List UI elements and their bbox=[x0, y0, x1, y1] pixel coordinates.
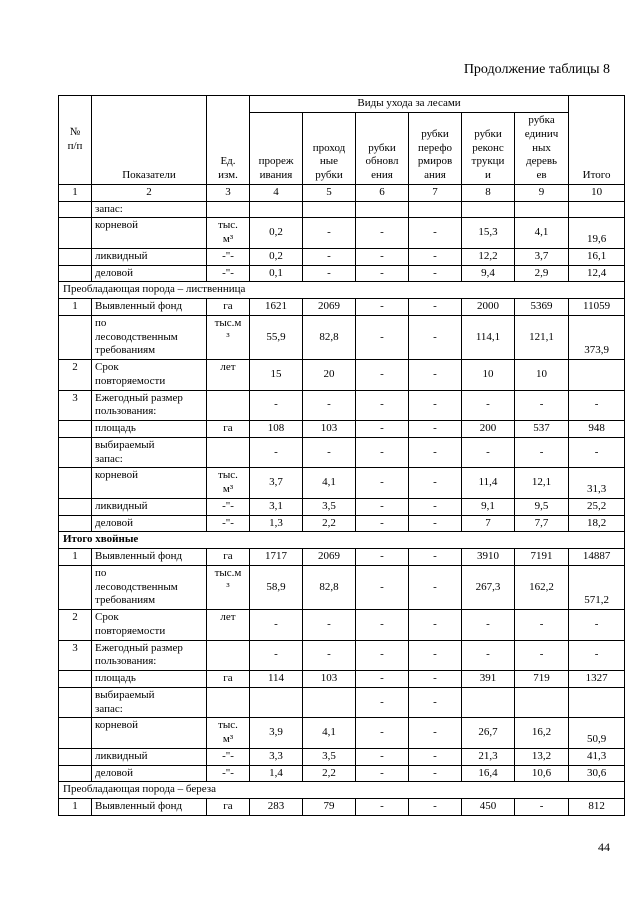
value-cell: - bbox=[409, 498, 462, 515]
value-cell: - bbox=[356, 360, 409, 391]
header-col-text: прореж ивания bbox=[258, 155, 294, 181]
unit-cell: -"- bbox=[207, 265, 250, 282]
table-row bbox=[59, 248, 625, 265]
unit-cell: тыс.м ³ bbox=[207, 565, 250, 609]
header-total-text: Итого bbox=[582, 169, 611, 181]
indicator-cell: ликвидный bbox=[92, 748, 207, 765]
column-number: 7 bbox=[409, 184, 462, 201]
value-cell bbox=[303, 201, 356, 218]
value-cell bbox=[303, 687, 356, 718]
value-cell: 0,1 bbox=[250, 265, 303, 282]
value-cell: 25,2 bbox=[569, 498, 625, 515]
value-cell: - bbox=[356, 218, 409, 249]
value-cell: - bbox=[515, 437, 569, 468]
indicator-cell: деловой bbox=[92, 265, 207, 282]
column-number: 6 bbox=[356, 184, 409, 201]
value-cell: 58,9 bbox=[250, 565, 303, 609]
row-number-cell bbox=[59, 265, 92, 282]
section-title: Преобладающая порода – береза bbox=[59, 782, 625, 799]
value-cell: 20 bbox=[303, 360, 356, 391]
indicator-cell: деловой bbox=[92, 765, 207, 782]
column-number: 3 bbox=[207, 184, 250, 201]
value-cell: 10 bbox=[462, 360, 515, 391]
table-row bbox=[59, 265, 625, 282]
value-cell: 21,3 bbox=[462, 748, 515, 765]
unit-cell: га bbox=[207, 421, 250, 438]
value-cell: - bbox=[356, 748, 409, 765]
unit-cell: тыс. м³ bbox=[207, 718, 250, 749]
unit-cell: га bbox=[207, 299, 250, 316]
value-cell: - bbox=[409, 799, 462, 816]
value-cell: 5369 bbox=[515, 299, 569, 316]
value-cell: - bbox=[409, 565, 462, 609]
value-cell: - bbox=[303, 437, 356, 468]
row-number-cell bbox=[59, 498, 92, 515]
value-cell: 1,4 bbox=[250, 765, 303, 782]
indicator-cell: Выявленный фонд bbox=[92, 549, 207, 566]
value-cell: 82,8 bbox=[303, 565, 356, 609]
unit-cell: га bbox=[207, 799, 250, 816]
column-number: 10 bbox=[569, 184, 625, 201]
value-cell: - bbox=[356, 390, 409, 421]
table-row bbox=[59, 718, 625, 749]
page-number: 44 bbox=[598, 840, 610, 854]
value-cell: - bbox=[409, 610, 462, 641]
value-cell: 3,3 bbox=[250, 748, 303, 765]
value-cell: 3,5 bbox=[303, 748, 356, 765]
row-number-cell bbox=[59, 748, 92, 765]
indicator-cell: ликвидный bbox=[92, 248, 207, 265]
value-cell: 10,6 bbox=[515, 765, 569, 782]
value-cell: 373,9 bbox=[569, 315, 625, 359]
row-number-cell bbox=[59, 315, 92, 359]
value-cell: 114 bbox=[250, 671, 303, 688]
row-number-cell bbox=[59, 718, 92, 749]
value-cell: - bbox=[356, 315, 409, 359]
value-cell: 0,2 bbox=[250, 248, 303, 265]
table-row bbox=[59, 610, 625, 641]
value-cell bbox=[515, 687, 569, 718]
value-cell: - bbox=[356, 640, 409, 671]
value-cell: 30,6 bbox=[569, 765, 625, 782]
value-cell: - bbox=[515, 610, 569, 641]
value-cell: - bbox=[250, 390, 303, 421]
value-cell: - bbox=[515, 640, 569, 671]
value-cell: - bbox=[409, 265, 462, 282]
forest-care-table bbox=[58, 95, 625, 816]
unit-cell: лет bbox=[207, 360, 250, 391]
indicator-cell: Выявленный фонд bbox=[92, 299, 207, 316]
table-row bbox=[59, 640, 625, 671]
unit-cell: тыс.м ³ bbox=[207, 315, 250, 359]
header-col-7 bbox=[409, 112, 462, 184]
indicator-cell: запас: bbox=[92, 201, 207, 218]
value-cell: 9,5 bbox=[515, 498, 569, 515]
table-row bbox=[59, 748, 625, 765]
value-cell: 162,2 bbox=[515, 565, 569, 609]
value-cell: 14887 bbox=[569, 549, 625, 566]
value-cell: 41,3 bbox=[569, 748, 625, 765]
value-cell: - bbox=[409, 468, 462, 499]
value-cell: 103 bbox=[303, 671, 356, 688]
unit-cell: тыс. м³ bbox=[207, 218, 250, 249]
table-row bbox=[59, 421, 625, 438]
value-cell: 537 bbox=[515, 421, 569, 438]
row-number-cell bbox=[59, 687, 92, 718]
value-cell: - bbox=[409, 421, 462, 438]
table-row bbox=[59, 315, 625, 359]
value-cell: - bbox=[462, 610, 515, 641]
value-cell bbox=[569, 360, 625, 391]
value-cell: - bbox=[356, 265, 409, 282]
value-cell: - bbox=[250, 640, 303, 671]
value-cell: 2,2 bbox=[303, 515, 356, 532]
header-col-6 bbox=[356, 112, 409, 184]
column-number: 4 bbox=[250, 184, 303, 201]
unit-cell bbox=[207, 687, 250, 718]
value-cell: 450 bbox=[462, 799, 515, 816]
value-cell: - bbox=[515, 390, 569, 421]
header-col-text: проход ные рубки bbox=[312, 141, 346, 181]
value-cell bbox=[250, 201, 303, 218]
value-cell: - bbox=[409, 299, 462, 316]
column-number: 5 bbox=[303, 184, 356, 201]
value-cell: 3,9 bbox=[250, 718, 303, 749]
value-cell: - bbox=[356, 437, 409, 468]
row-number-cell bbox=[59, 201, 92, 218]
indicator-cell: по лесоводственным требованиям bbox=[92, 565, 207, 609]
value-cell: - bbox=[356, 687, 409, 718]
header-col-text: рубка единич ных деревь ев bbox=[524, 114, 559, 181]
value-cell: 2069 bbox=[303, 549, 356, 566]
value-cell: 12,1 bbox=[515, 468, 569, 499]
table-row bbox=[59, 671, 625, 688]
row-number-cell bbox=[59, 248, 92, 265]
value-cell: 3,7 bbox=[250, 468, 303, 499]
row-number-cell: 1 bbox=[59, 299, 92, 316]
table-row bbox=[59, 565, 625, 609]
value-cell bbox=[409, 201, 462, 218]
indicator-cell: Срок повторяемости bbox=[92, 360, 207, 391]
value-cell: - bbox=[356, 718, 409, 749]
header-col-9 bbox=[515, 112, 569, 184]
unit-cell: -"- bbox=[207, 248, 250, 265]
unit-cell: -"- bbox=[207, 498, 250, 515]
section-row bbox=[59, 282, 625, 299]
header-unit-text: Ед. изм. bbox=[218, 155, 238, 181]
value-cell: 13,2 bbox=[515, 748, 569, 765]
header-indicators-text: Показатели bbox=[122, 169, 176, 181]
indicator-cell: площадь bbox=[92, 671, 207, 688]
section-row bbox=[59, 782, 625, 799]
value-cell: 26,7 bbox=[462, 718, 515, 749]
value-cell: 55,9 bbox=[250, 315, 303, 359]
value-cell: - bbox=[303, 610, 356, 641]
indicator-cell: выбираемый запас: bbox=[92, 687, 207, 718]
value-cell: 3,7 bbox=[515, 248, 569, 265]
value-cell: 719 bbox=[515, 671, 569, 688]
value-cell: 16,2 bbox=[515, 718, 569, 749]
header-col-text: рубки перефо рмиров ания bbox=[417, 127, 453, 181]
section-title: Итого хвойные bbox=[59, 532, 625, 549]
indicator-cell: корневой bbox=[92, 718, 207, 749]
row-number-cell bbox=[59, 437, 92, 468]
value-cell: 948 bbox=[569, 421, 625, 438]
value-cell: - bbox=[356, 515, 409, 532]
row-number-cell: 2 bbox=[59, 610, 92, 641]
unit-cell bbox=[207, 201, 250, 218]
value-cell: 79 bbox=[303, 799, 356, 816]
unit-cell: лет bbox=[207, 610, 250, 641]
unit-cell: га bbox=[207, 549, 250, 566]
value-cell: - bbox=[356, 549, 409, 566]
value-cell: - bbox=[356, 248, 409, 265]
unit-cell: га bbox=[207, 671, 250, 688]
header-col-5 bbox=[303, 112, 356, 184]
table-row bbox=[59, 437, 625, 468]
value-cell: - bbox=[356, 565, 409, 609]
value-cell: - bbox=[409, 218, 462, 249]
row-number-cell bbox=[59, 218, 92, 249]
value-cell: - bbox=[356, 671, 409, 688]
row-number-cell bbox=[59, 515, 92, 532]
value-cell: 1621 bbox=[250, 299, 303, 316]
value-cell: 1,3 bbox=[250, 515, 303, 532]
value-cell: 16,1 bbox=[569, 248, 625, 265]
value-cell: 31,3 bbox=[569, 468, 625, 499]
value-cell: - bbox=[409, 515, 462, 532]
column-number-row bbox=[59, 184, 625, 201]
table-row bbox=[59, 687, 625, 718]
unit-cell bbox=[207, 437, 250, 468]
value-cell: - bbox=[409, 687, 462, 718]
value-cell: 16,4 bbox=[462, 765, 515, 782]
value-cell: 9,4 bbox=[462, 265, 515, 282]
indicator-cell: Срок повторяемости bbox=[92, 610, 207, 641]
header-group-text: Виды ухода за лесами bbox=[357, 97, 461, 109]
value-cell: 18,2 bbox=[569, 515, 625, 532]
value-cell bbox=[462, 687, 515, 718]
value-cell bbox=[356, 201, 409, 218]
column-number: 1 bbox=[59, 184, 92, 201]
column-number: 2 bbox=[92, 184, 207, 201]
value-cell: 11,4 bbox=[462, 468, 515, 499]
value-cell: 2069 bbox=[303, 299, 356, 316]
value-cell: - bbox=[250, 437, 303, 468]
value-cell: - bbox=[569, 640, 625, 671]
table-row bbox=[59, 765, 625, 782]
row-number-cell bbox=[59, 468, 92, 499]
table-row bbox=[59, 468, 625, 499]
value-cell bbox=[569, 201, 625, 218]
value-cell: - bbox=[409, 315, 462, 359]
value-cell: 11059 bbox=[569, 299, 625, 316]
value-cell: - bbox=[409, 549, 462, 566]
value-cell: - bbox=[409, 765, 462, 782]
indicator-cell: выбираемый запас: bbox=[92, 437, 207, 468]
value-cell: - bbox=[409, 748, 462, 765]
header-indicators bbox=[92, 96, 207, 185]
value-cell bbox=[250, 687, 303, 718]
value-cell: - bbox=[356, 610, 409, 641]
value-cell: 1717 bbox=[250, 549, 303, 566]
unit-cell: -"- bbox=[207, 748, 250, 765]
value-cell: - bbox=[569, 610, 625, 641]
value-cell: 3,5 bbox=[303, 498, 356, 515]
row-number-cell bbox=[59, 765, 92, 782]
indicator-cell: корневой bbox=[92, 218, 207, 249]
table-row bbox=[59, 515, 625, 532]
value-cell: 4,1 bbox=[303, 718, 356, 749]
header-no-text: № п/п bbox=[67, 126, 83, 152]
table-row bbox=[59, 201, 625, 218]
value-cell: 9,1 bbox=[462, 498, 515, 515]
value-cell: - bbox=[303, 248, 356, 265]
value-cell: - bbox=[409, 640, 462, 671]
section-title: Преобладающая порода – лиственница bbox=[59, 282, 625, 299]
header-col-text: рубки обновл ения bbox=[365, 141, 399, 181]
value-cell: - bbox=[409, 718, 462, 749]
value-cell: 812 bbox=[569, 799, 625, 816]
row-number-cell bbox=[59, 421, 92, 438]
table-row bbox=[59, 218, 625, 249]
value-cell: - bbox=[303, 218, 356, 249]
indicator-cell: Выявленный фонд bbox=[92, 799, 207, 816]
table-body bbox=[59, 201, 625, 815]
value-cell: 283 bbox=[250, 799, 303, 816]
value-cell: - bbox=[569, 390, 625, 421]
value-cell: 108 bbox=[250, 421, 303, 438]
value-cell: 0,2 bbox=[250, 218, 303, 249]
row-number-cell: 1 bbox=[59, 799, 92, 816]
table-row bbox=[59, 390, 625, 421]
value-cell: 12,4 bbox=[569, 265, 625, 282]
value-cell: - bbox=[356, 765, 409, 782]
value-cell: 571,2 bbox=[569, 565, 625, 609]
value-cell: - bbox=[356, 799, 409, 816]
section-row bbox=[59, 532, 625, 549]
header-no bbox=[59, 96, 92, 185]
value-cell: - bbox=[409, 390, 462, 421]
value-cell: 82,8 bbox=[303, 315, 356, 359]
table-row bbox=[59, 498, 625, 515]
row-number-cell: 3 bbox=[59, 640, 92, 671]
value-cell: - bbox=[356, 468, 409, 499]
value-cell: - bbox=[356, 421, 409, 438]
value-cell: - bbox=[356, 299, 409, 316]
header-group bbox=[250, 96, 569, 113]
value-cell: 121,1 bbox=[515, 315, 569, 359]
unit-cell: тыс. м³ bbox=[207, 468, 250, 499]
header-col-4 bbox=[250, 112, 303, 184]
header-total bbox=[569, 96, 625, 185]
value-cell: - bbox=[515, 799, 569, 816]
value-cell: 114,1 bbox=[462, 315, 515, 359]
table-row bbox=[59, 799, 625, 816]
indicator-cell: Ежегодный размер пользования: bbox=[92, 390, 207, 421]
indicator-cell: ликвидный bbox=[92, 498, 207, 515]
value-cell: 2,9 bbox=[515, 265, 569, 282]
indicator-cell: Ежегодный размер пользования: bbox=[92, 640, 207, 671]
value-cell: 15,3 bbox=[462, 218, 515, 249]
value-cell: 2000 bbox=[462, 299, 515, 316]
value-cell: - bbox=[462, 640, 515, 671]
value-cell: 3910 bbox=[462, 549, 515, 566]
header-unit bbox=[207, 96, 250, 185]
value-cell bbox=[515, 201, 569, 218]
value-cell: 200 bbox=[462, 421, 515, 438]
row-number-cell: 1 bbox=[59, 549, 92, 566]
value-cell: - bbox=[409, 437, 462, 468]
table-caption: Продолжение таблицы 8 bbox=[463, 62, 610, 77]
value-cell: 4,1 bbox=[303, 468, 356, 499]
row-number-cell bbox=[59, 565, 92, 609]
value-cell: - bbox=[569, 437, 625, 468]
indicator-cell: по лесоводственным требованиям bbox=[92, 315, 207, 359]
row-number-cell: 2 bbox=[59, 360, 92, 391]
value-cell: - bbox=[303, 640, 356, 671]
row-number-cell bbox=[59, 671, 92, 688]
value-cell: 50,9 bbox=[569, 718, 625, 749]
value-cell: 267,3 bbox=[462, 565, 515, 609]
value-cell bbox=[462, 201, 515, 218]
value-cell: 7191 bbox=[515, 549, 569, 566]
header-col-8 bbox=[462, 112, 515, 184]
indicator-cell: деловой bbox=[92, 515, 207, 532]
value-cell: 391 bbox=[462, 671, 515, 688]
table-row bbox=[59, 299, 625, 316]
indicator-cell: корневой bbox=[92, 468, 207, 499]
value-cell: - bbox=[303, 390, 356, 421]
unit-cell: -"- bbox=[207, 765, 250, 782]
value-cell: 10 bbox=[515, 360, 569, 391]
value-cell: 1327 bbox=[569, 671, 625, 688]
header-col-text: рубки реконс трукци и bbox=[471, 127, 505, 181]
value-cell: 19,6 bbox=[569, 218, 625, 249]
unit-cell bbox=[207, 640, 250, 671]
value-cell bbox=[569, 687, 625, 718]
table-row bbox=[59, 360, 625, 391]
value-cell: 7,7 bbox=[515, 515, 569, 532]
unit-cell bbox=[207, 390, 250, 421]
value-cell: 15 bbox=[250, 360, 303, 391]
value-cell: 2,2 bbox=[303, 765, 356, 782]
value-cell: 3,1 bbox=[250, 498, 303, 515]
value-cell: - bbox=[250, 610, 303, 641]
value-cell: - bbox=[462, 437, 515, 468]
value-cell: 7 bbox=[462, 515, 515, 532]
value-cell: - bbox=[409, 248, 462, 265]
column-number: 8 bbox=[462, 184, 515, 201]
table-row bbox=[59, 549, 625, 566]
indicator-cell: площадь bbox=[92, 421, 207, 438]
value-cell: - bbox=[409, 360, 462, 391]
row-number-cell: 3 bbox=[59, 390, 92, 421]
value-cell: 103 bbox=[303, 421, 356, 438]
unit-cell: -"- bbox=[207, 515, 250, 532]
value-cell: 12,2 bbox=[462, 248, 515, 265]
value-cell: - bbox=[356, 498, 409, 515]
value-cell: - bbox=[462, 390, 515, 421]
value-cell: - bbox=[409, 671, 462, 688]
value-cell: 4,1 bbox=[515, 218, 569, 249]
value-cell: - bbox=[303, 265, 356, 282]
column-number: 9 bbox=[515, 184, 569, 201]
